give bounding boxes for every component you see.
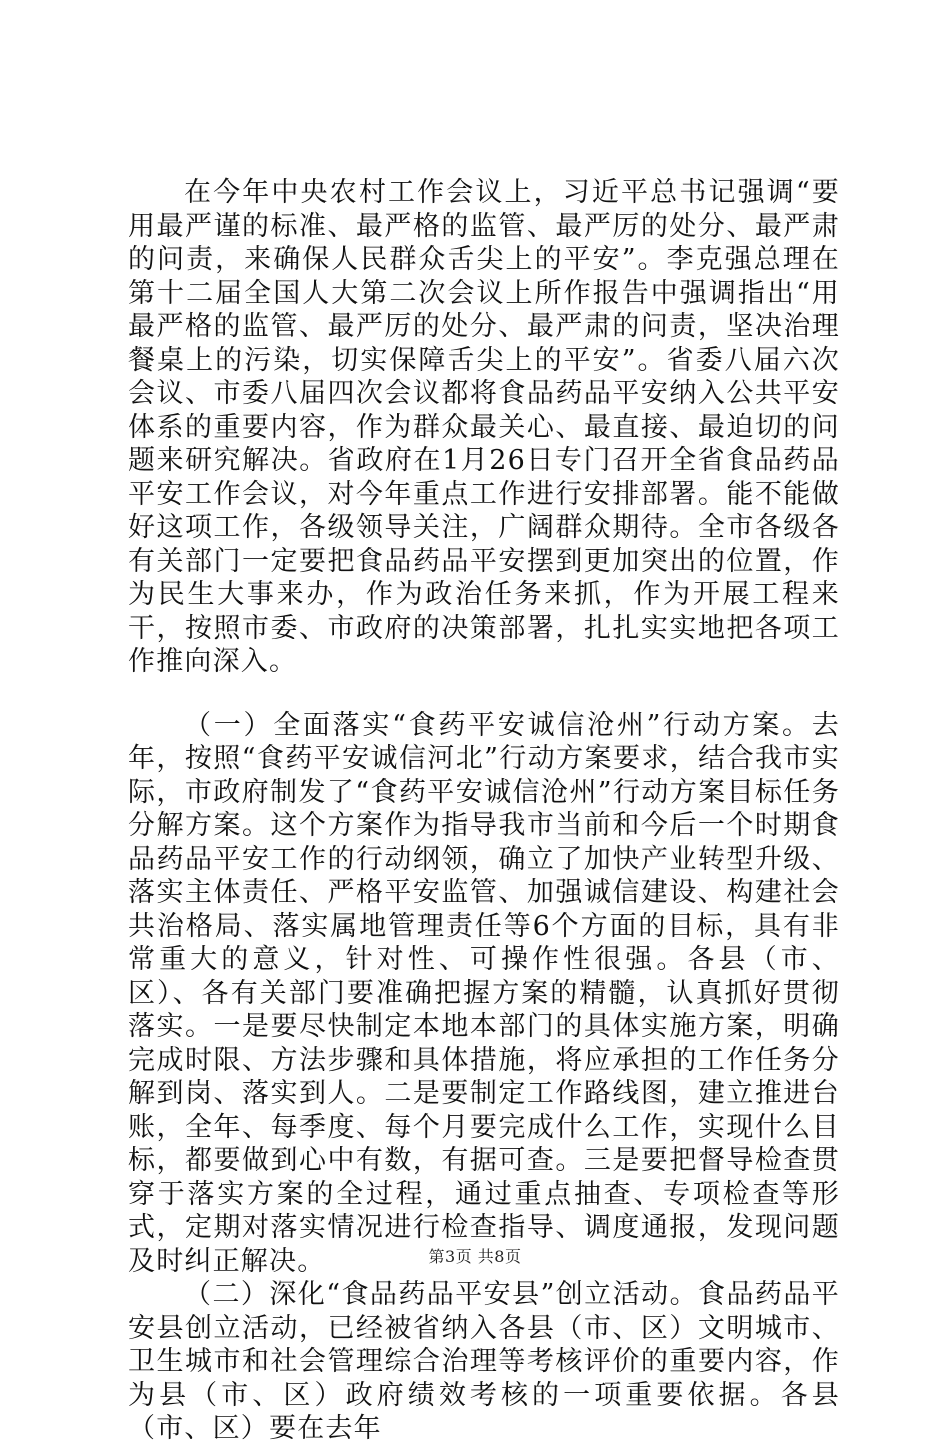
paragraph-intro: 在今年中央农村工作会议上，习近平总书记强调“要用最严谨的标准、最严格的监管、最严厉的处分、最严肃的问责，来确保人民群众舌尖上的平安”。李克强总理在第十二届全国人大第二次会议上所作报告中强调指出“用最严格的监管、最严厉的处分、最严肃的问责，坚决治理餐桌上的污染，切实保障舌尖上的平安”。省委八届六次会议、市委八届四次会议都将食品药品平安纳入公共平安体系的重要内容，作为群众最关心、最直接、最迫切的问题来研究解决。省政府在1月26日专门召开全省食品药品平安工作会议，对今年重点工作进行安排部署。能不能做好这项工作，各级领导关注，广阔群众期待。全市各级各有关部门一定要把食品药品平安摆到更加突出的位置，作为民生大事来办，作为政治任务来抓，作为开展工程来干，按照市委、市政府的决策部署，扎扎实实地把各项工作推向深入。 [128,177,840,677]
paragraph-section-one: （一）全面落实“食药平安诚信沧州”行动方案。去年，按照“食药平安诚信河北”行动方案要求，结合我市实际，市政府制发了“食药平安诚信沧州”行动方案目标任务分解方案。这个方案作为指导我市当前和今后一个时期食品药品平安工作的行动纲领，确立了加快产业转型升级、落实主体责任、严格平安监管、加强诚信建设、构建社会共治格局、落实属地管理责任等6个方面的目标，具有非常重大的意义，针对性、可操作性很强。各县（市、区）、各有关部门要准确把握方案的精髓，认真抓好贯彻落实。一是要尽快制定本地本部门的具体实施方案，明确完成时限、方法步骤和具体措施，将应承担的工作任务分解到岗、落实到人。二是要制定工作路线图，建立推进台账，全年、每季度、每个月要完成什么工作，实现什么目标，都要做到心中有数，有据可查。三是要把督导检查贯穿于落实方案的全过程，通过重点抽查、专项检查等形式，定期对落实情况进行检查指导、调度通报，发现问题及时纠正解决。 [128,709,840,1277]
paragraph-gap [128,679,840,709]
paragraph-section-two: （二）深化“食品药品平安县”创立活动。食品药品平安县创立活动，已经被省纳入各县（市、区）文明城市、卫生城市和社会管理综合治理等考核评价的重要内容，作为县（市、区）政府绩效考核的一项重要依据。各县（市、区）要在去年 [128,1279,840,1444]
page-footer: 第3页 共8页 [428,1247,522,1266]
